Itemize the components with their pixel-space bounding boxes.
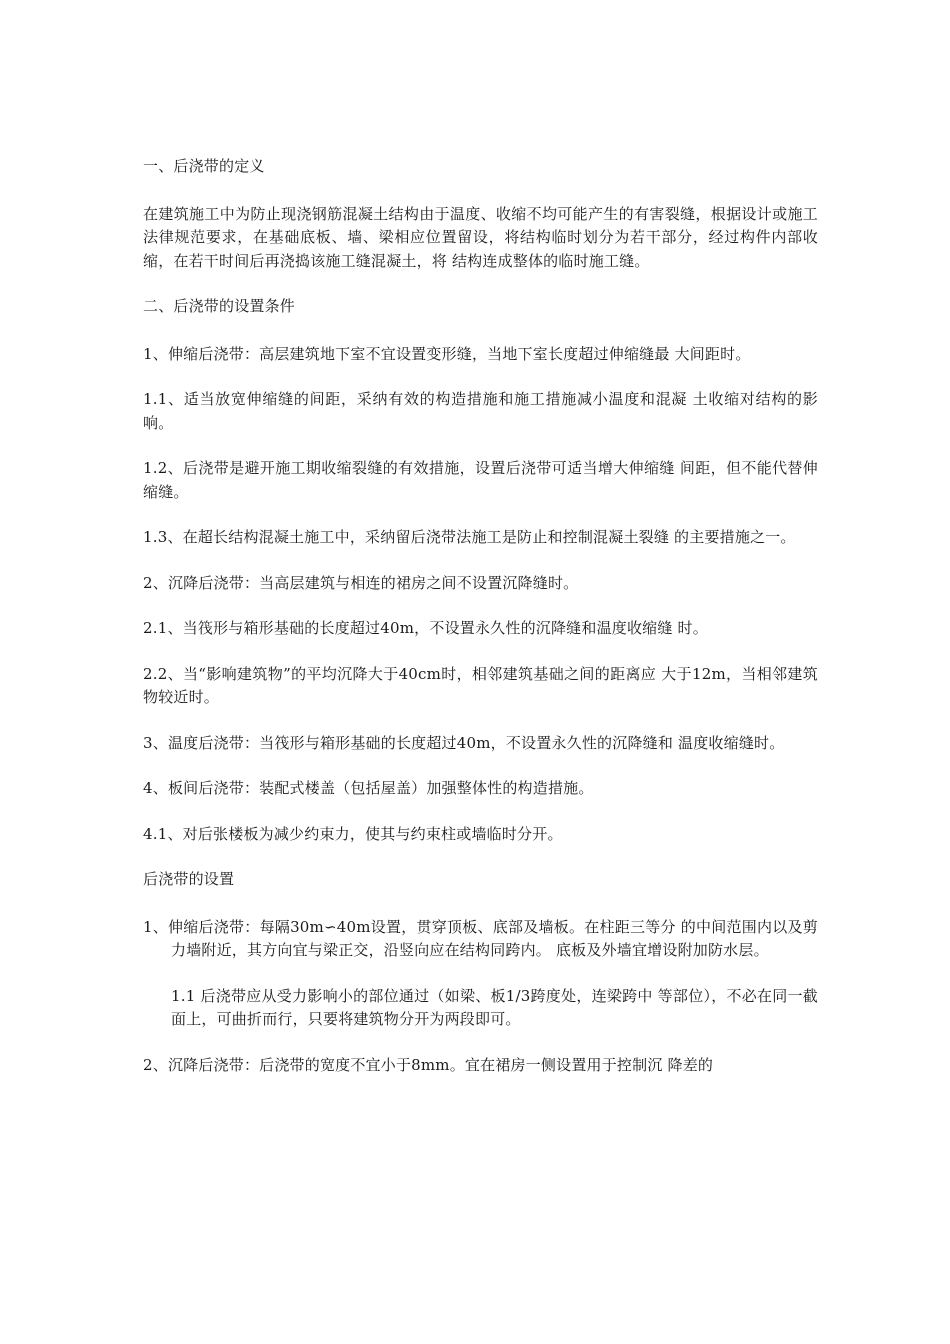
paragraph-condition-2-1: 2.1、当筏形与箱形基础的长度超过40m，不设置永久性的沉降缝和温度收缩缝 时。 [143, 619, 708, 637]
paragraph-condition-1: 1、伸缩后浇带：高层建筑地下室不宜设置变形缝，当地下室长度超过伸缩缝最 大间距时。 [143, 344, 751, 363]
paragraph-setup-2: 2、沉降后浇带：后浇带的宽度不宜小于8mm。宜在裙房一侧设置用于控制沉 降差的 [143, 1055, 714, 1074]
section-heading-definition: 一、后浇带的定义 [143, 157, 265, 175]
paragraph-condition-3: 3、温度后浇带：当筏形与箱形基础的长度超过40m，不设置永久性的沉降缝和 温度收缩缝时。 [143, 733, 785, 752]
paragraph-condition-1-3: 1.3、在超长结构混凝土施工中，采纳留后浇带法施工是防止和控制混凝土裂缝 的主要措施之一。 [143, 528, 796, 546]
paragraph-condition-4-1: 4.1、对后张楼板为减少约束力，使其与约束柱或墙临时分开。 [143, 824, 563, 843]
paragraph-condition-1-2: 1.2、后浇带是避开施工期收缩裂缝的有效措施，设置后浇带可适当增大伸缩缝 间距，但不能代替伸缩缝。 [143, 459, 818, 501]
section-heading-setup: 后浇带的设置 [143, 870, 235, 888]
paragraph-definition: 在建筑施工中为防止现浇钢筋混凝土结构由于温度、收缩不均可能产生的有害裂缝，根据设计或施工法律规范要求，在基础底板、墙、梁相应位置留设，将结构临时划分为若干部分，经过构件内部收缩，在若干时间后再浇捣该施工缝混凝土，将 结构连成整体的临时施工缝。 [143, 204, 818, 270]
section-heading-conditions: 二、后浇带的设置条件 [143, 297, 296, 315]
paragraph-setup-1-1: 1.1 后浇带应从受力影响小的部位通过（如梁、板1/3跨度处，连梁跨中 等部位），不必在同一截面上，可曲折而行，只要将建筑物分开为两段即可。 [171, 986, 818, 1028]
paragraph-condition-4: 4、板间后浇带：装配式楼盖（包括屋盖）加强整体性的构造措施。 [143, 779, 594, 797]
paragraph-condition-1-1: 1.1、适当放宽伸缩缝的间距，采纳有效的构造措施和施工措施减小温度和混凝 土收缩对结构的影响。 [143, 390, 818, 432]
document-page [143, 155, 818, 1099]
paragraph-condition-2-2: 2.2、当“影响建筑物”的平均沉降大于40cm时，相邻建筑基础之间的距离应 大于12m，当相邻建筑物较近时。 [143, 664, 818, 706]
paragraph-setup-1: 1、伸缩后浇带：每隔30m∽40m设置，贯穿顶板、底部及墙板。在柱距三等分 的中间范围内以及剪力墙附近，其方向宜与梁正交，沿竖向应在结构同跨内。 底板及外墙宜增设附加防水层。 [143, 917, 818, 959]
paragraph-condition-2: 2、沉降后浇带：当高层建筑与相连的裙房之间不设置沉降缝时。 [143, 573, 579, 592]
